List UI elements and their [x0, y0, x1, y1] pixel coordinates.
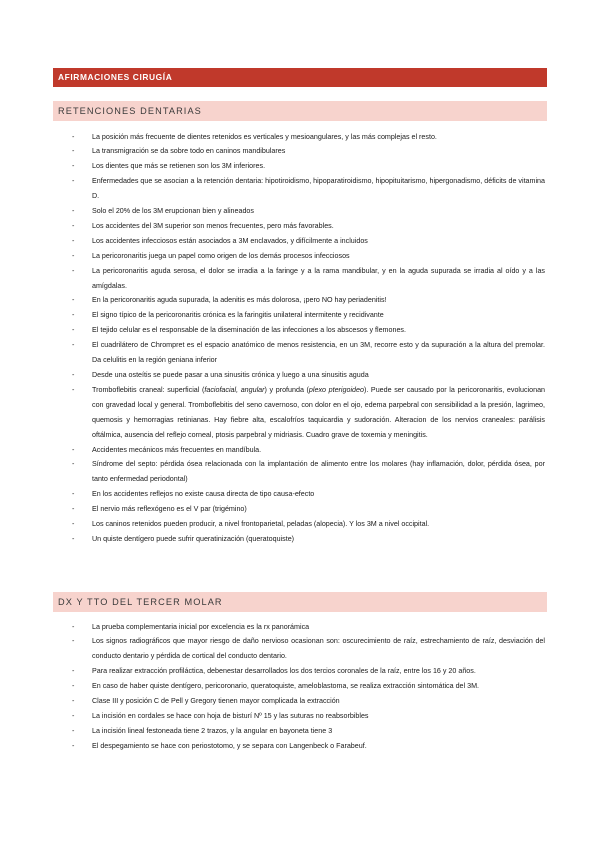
list-item: [72, 204, 545, 219]
dash-bullet: -: [72, 534, 75, 543]
dash-bullet: -: [72, 460, 75, 469]
list-item-text: Los signos radiográficos que mayor riesgo de daño nervioso ocasionan son: oscurecimiento de raíz, estrechamiento de raíz, desviación del conducto dentario y pérdida de cortical del conducto dentario.: [92, 637, 545, 661]
dash-bullet: -: [72, 667, 75, 676]
list-item-text: En caso de haber quiste dentígero, pericoronario, queratoquiste, ameloblastoma, se realiza extracción sintomática del 3M.: [92, 682, 479, 691]
list-item-text: Síndrome del septo: pérdida ósea relacionada con la implantación de alimento entre los molares (hay inflamación, dolor, pérdida ósea, por tanto enfermedad periodontal): [92, 460, 545, 484]
dash-bullet: -: [72, 132, 75, 141]
dash-bullet: -: [72, 490, 75, 499]
list-item: [72, 620, 545, 635]
dash-bullet: -: [72, 311, 75, 320]
list-item: [72, 308, 545, 323]
list-item: [72, 174, 545, 204]
list-item: [72, 517, 545, 532]
list-item: [72, 264, 545, 294]
list-item-text: En la pericoronaritis aguda supurada, la adenitis es más dolorosa, ¡pero NO hay periadenitis!: [92, 296, 387, 305]
list-item-text: ). Puede ser causado por la pericoronaritis, evolucionan con gravedad local y general. Tromboflebitis del seno cavernoso, con dolor en el ojo, edema parpebral con sensibilidad a la presión, lagrimeo, quemosis y hemorragias retinianas. Hay fiebre alta, escalofríos taquicardia y sudoración. Alteracion de los nervios craneales: parálisis oftálmica, ausencia del reflejo corneal, ptosis parpebral y midriasis. Cuadro grave de toxemia y meningitis.: [92, 385, 546, 439]
list-item: [72, 679, 545, 694]
dash-bullet: -: [72, 266, 75, 275]
list-item-text: El despegamiento se hace con periostotomo, y se separa con Langenbeck o Farabeuf.: [92, 741, 367, 750]
section-heading-dx-tto: DX Y TTO DEL TERCER MOLAR: [53, 592, 547, 612]
list-item-text: Un quiste dentígero puede sufrir queratinización (queratoquiste): [92, 534, 295, 543]
list-item: [72, 144, 545, 159]
list-item: [72, 159, 545, 174]
list-item-text: faciofacial, angular: [204, 385, 265, 394]
list-item-text: ) y profunda (: [264, 385, 309, 394]
dash-bullet: -: [72, 236, 75, 245]
dash-bullet: -: [72, 147, 75, 156]
list-item: [72, 293, 545, 308]
dash-bullet: -: [72, 207, 75, 216]
list-item-text: El nervio más reflexógeno es el V par (trigémino): [92, 505, 247, 514]
list-item-text: En los accidentes reflejos no existe causa directa de tipo causa-efecto: [92, 490, 315, 499]
list-item: [72, 383, 545, 443]
dash-bullet: -: [72, 622, 75, 631]
dash-bullet: -: [72, 385, 75, 394]
dash-bullet: -: [72, 682, 75, 691]
list-item-text: La pericoronaritis aguda serosa, el dolor se irradia a la faringe y a la rama mandibular, y en la aguda supurada se irradia al oído y a las amígdalas.: [92, 266, 545, 290]
list-item-text: Solo el 20% de los 3M erupcionan bien y alineados: [92, 207, 254, 216]
bullet-list-retenciones: [72, 130, 545, 547]
list-item: [72, 249, 545, 264]
list-item: [72, 443, 545, 458]
list-item-text: La incisión lineal festoneada tiene 2 trazos, y la angular en bayoneta tiene 3: [92, 726, 333, 735]
list-item-text: La incisión en cordales se hace con hoja de bisturí Nº 15 y las suturas no reabsorbibles: [92, 711, 369, 720]
list-item: [72, 502, 545, 517]
dash-bullet: -: [72, 741, 75, 750]
section-heading-retenciones: RETENCIONES DENTARIAS: [53, 101, 547, 121]
list-item-text: Accidentes mecánicos más frecuentes en mandíbula.: [92, 445, 262, 454]
dash-bullet: -: [72, 726, 75, 735]
page-title: AFIRMACIONES CIRUGÍA: [53, 68, 547, 87]
list-item: [72, 219, 545, 234]
list-item: [72, 664, 545, 679]
list-item-text: La posición más frecuente de dientes retenidos es verticales y mesioangulares, y las más complejas el resto.: [92, 132, 437, 141]
list-item: [72, 709, 545, 724]
list-item: [72, 234, 545, 249]
list-item-text: La transmigración se da sobre todo en caninos mandibulares: [92, 147, 286, 156]
dash-bullet: -: [72, 445, 75, 454]
list-item: [72, 368, 545, 383]
dash-bullet: -: [72, 296, 75, 305]
list-item-text: Los caninos retenidos pueden producir, a nivel frontoparietal, peladas (alopecia). Y los 3M a nivel occipital.: [92, 520, 430, 529]
dash-bullet: -: [72, 326, 75, 335]
list-item: [72, 724, 545, 739]
list-item-text: Tromboflebitis craneal: superficial (: [92, 385, 205, 394]
dash-bullet: -: [72, 505, 75, 514]
list-item: [72, 457, 545, 487]
dash-bullet: -: [72, 697, 75, 706]
list-item: [72, 487, 545, 502]
dash-bullet: -: [72, 371, 75, 379]
list-item-text: plexo pterigoideo: [308, 385, 364, 394]
list-item: [72, 634, 545, 664]
list-item-text: Los dientes que más se retienen son los 3M inferiores.: [92, 162, 266, 171]
list-item: [72, 532, 545, 547]
list-item-text: El cuadrilátero de Chrompret es el espacio anatómico de menos resistencia, en un 3M, recorre esto y da supuración a la altura del premolar. Da celulitis en la región geniana inferior: [92, 341, 545, 365]
dash-bullet: -: [72, 711, 75, 720]
list-item-text: Enfermedades que se asocian a la retención dentaria: hipotiroidismo, hipoparatiroidismo, hipopituitarismo, hipergonadismo, déficits de vitamina D.: [92, 177, 545, 201]
list-item-text: La prueba complementaria inicial por excelencia es la rx panorámica: [92, 622, 310, 631]
dash-bullet: -: [72, 520, 75, 529]
dash-bullet: -: [72, 177, 75, 186]
list-item-text: El signo típico de la pericoronaritis crónica es la faringitis unilateral intermitente y recidivante: [92, 311, 384, 320]
list-item: [72, 130, 545, 145]
dash-bullet: -: [72, 251, 75, 260]
list-item-text: La pericoronaritis juega un papel como origen de los demás procesos infecciosos: [92, 251, 350, 260]
list-item-text: Desde una osteítis se puede pasar a una sinusitis crónica y luego a una sinusitis aguda: [92, 371, 369, 379]
list-item-text: Clase III y posición C de Pell y Gregory tienen mayor complicada la extracción: [92, 697, 340, 706]
dash-bullet: -: [72, 221, 75, 230]
list-item: [72, 694, 545, 709]
dash-bullet: -: [72, 637, 75, 646]
list-item: [72, 323, 545, 338]
dash-bullet: -: [72, 341, 75, 350]
list-item-text: Los accidentes del 3M superior son menos frecuentes, pero más favorables.: [92, 221, 334, 230]
list-item-text: Los accidentes infecciosos están asociados a 3M enclavados, y difícilmente a incluidos: [92, 236, 368, 245]
list-item: [72, 338, 545, 368]
list-item: [72, 739, 545, 754]
list-item-text: Para realizar extracción profiláctica, debenestar desarrollados los dos tercios coronales de la raíz, entre los 16 y 20 años.: [92, 667, 476, 676]
dash-bullet: -: [72, 162, 75, 171]
bullet-list-dx-tto: [72, 620, 545, 754]
list-item-text: El tejido celular es el responsable de la diseminación de las infecciones a los abscesos y flemones.: [92, 326, 406, 335]
